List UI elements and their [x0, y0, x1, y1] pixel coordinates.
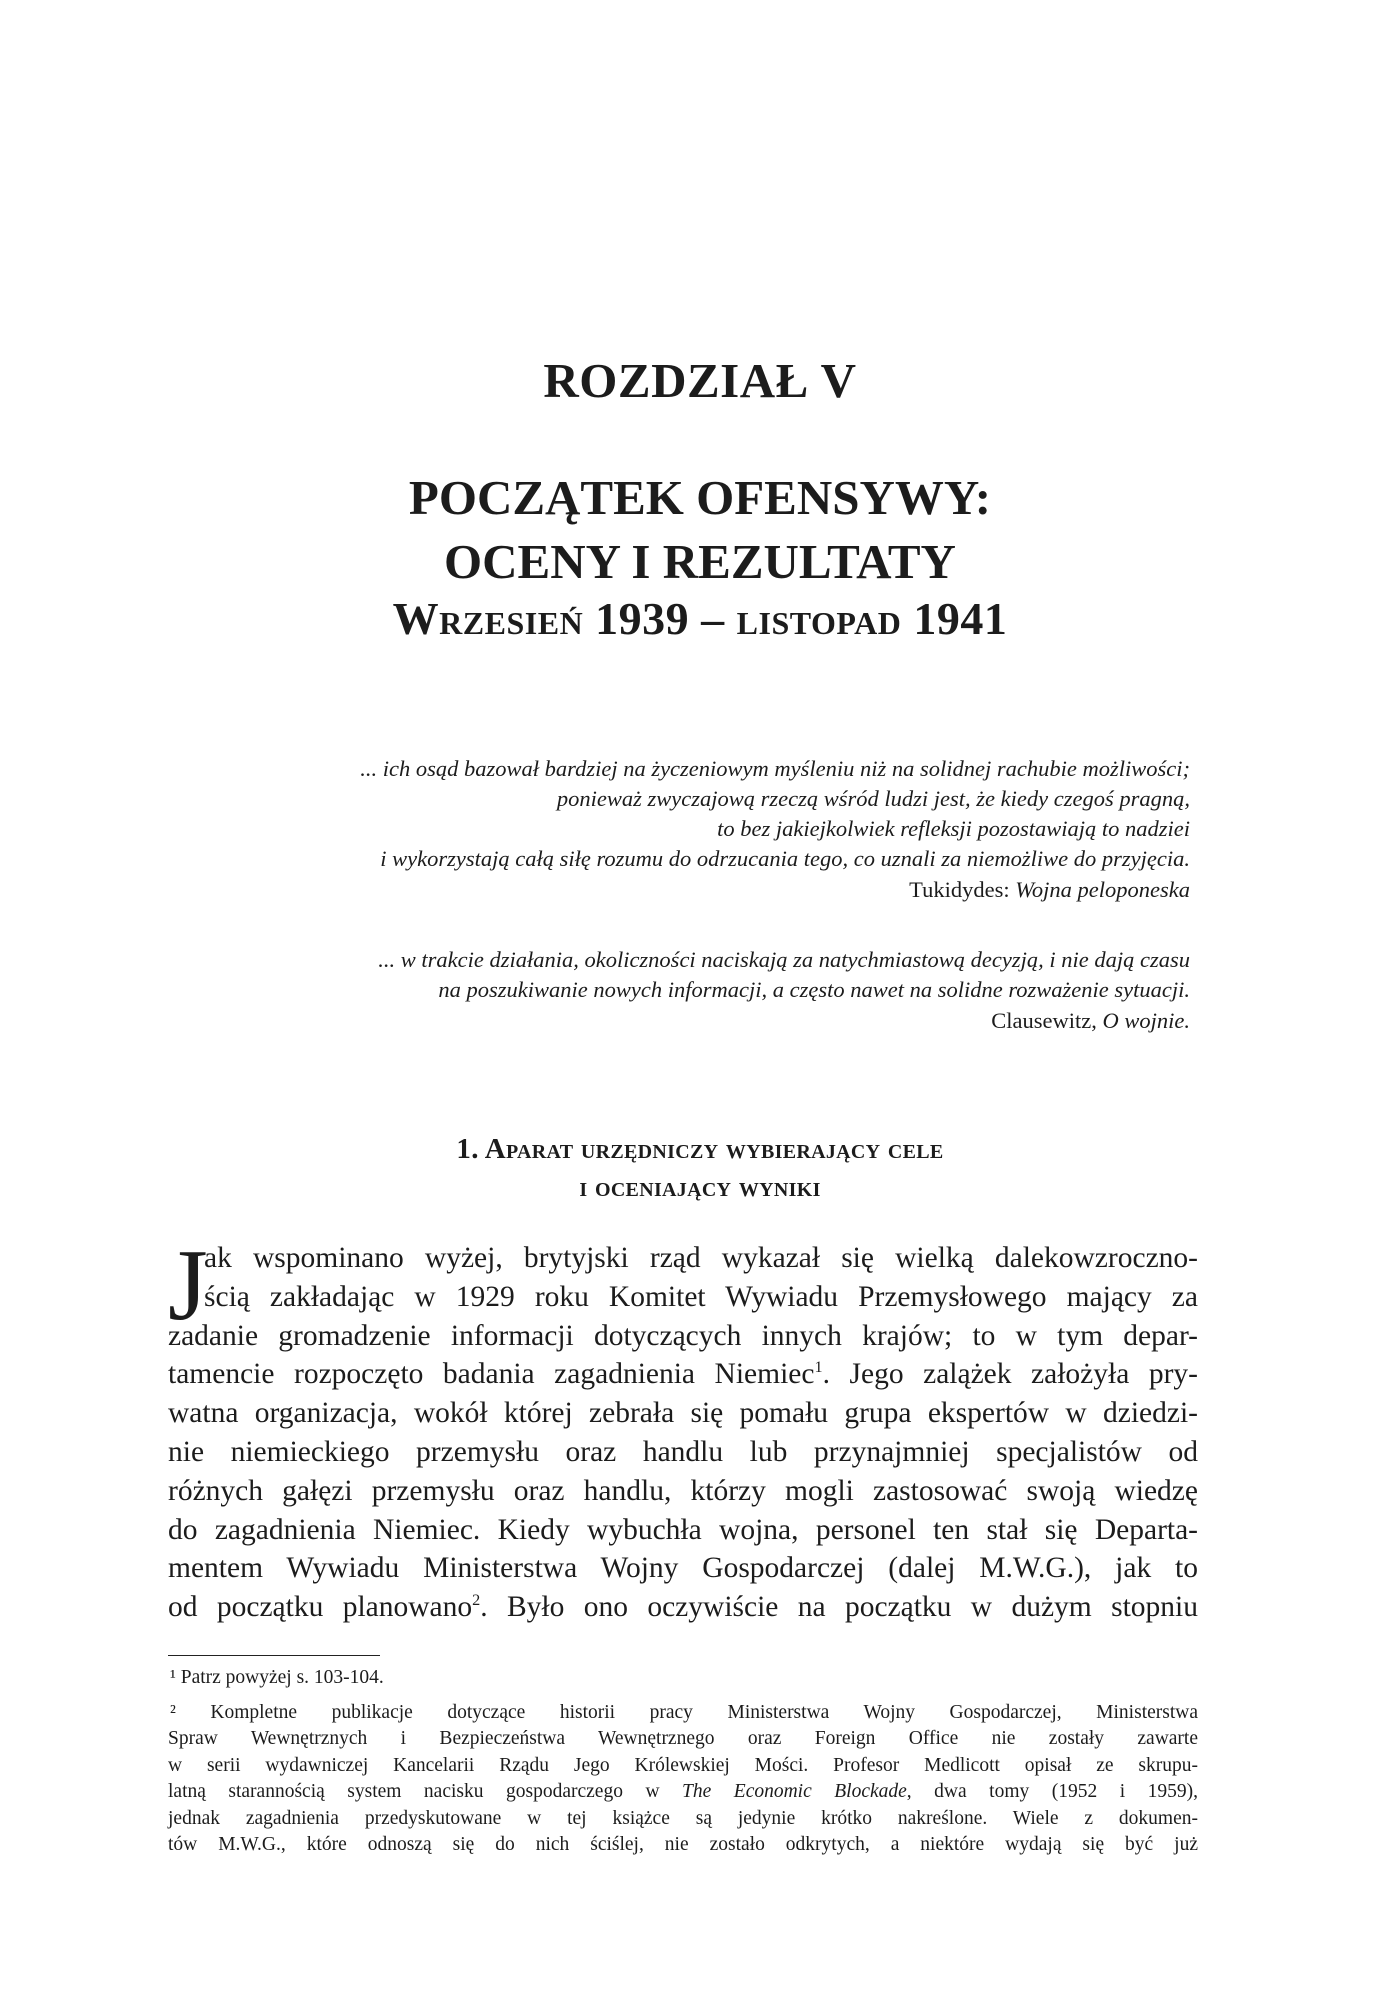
- footnotes: [168, 1665, 1198, 1859]
- footnote-2-line: ² Kompletne publikacje dotyczące historii pracy Ministerstwa Wojny Gospodarczej, Ministerstwa: [170, 1701, 1198, 1723]
- footnote-ref[interactable]: 2: [472, 1591, 481, 1610]
- body-line: zadanie gromadzenie informacji dotyczących innych krajów; to w tym depar-: [168, 1319, 1198, 1352]
- drop-cap: J: [168, 1229, 208, 1342]
- epigraph-thucydides: [190, 754, 1190, 905]
- epigraph-attribution: [190, 875, 1190, 905]
- epigraph-line: ... ich osąd bazował bardziej na życzeniowym myśleniu niż na solidnej rachubie możliwości;: [360, 756, 1190, 781]
- body-line: watna organizacja, wokół której zebrała się pomału grupa ekspertów w dziedzi-: [168, 1397, 1198, 1430]
- epigraph-work: Wojna peloponeska: [1015, 877, 1190, 902]
- footnote-2-line: tów M.W.G., które odnoszą się do nich ściślej, nie zostało odkrytych, a niektóre wydają się być już: [168, 1834, 1198, 1855]
- epigraph-line: ponieważ zwyczajową rzeczą wśród ludzi jest, że kiedy czegoś pragną,: [556, 786, 1190, 811]
- footnote-2-line: [168, 1779, 1198, 1806]
- section-heading-line: 1. Aparat urzędniczy wybierający cele: [456, 1133, 944, 1165]
- footnote-2-line: w serii wydawniczej Kancelarii Rządu Jego Królewskiej Mości. Profesor Medlicott opisał ze skrupu-: [168, 1754, 1198, 1776]
- epigraph-line: na poszukiwanie nowych informacji, a często nawet na solidne rozważenie sytuacji.: [438, 977, 1190, 1002]
- section-heading: [0, 1130, 1400, 1206]
- body-line-text: . Jego zalążek założyła pry-: [822, 1358, 1198, 1391]
- epigraph-work: O wojnie.: [1102, 1008, 1190, 1033]
- footnote-2-line: jednak zagadnienia przedyskutowane w tej książce są jedynie krótko nakreślone. Wiele z dokumen-: [168, 1807, 1198, 1829]
- footnote-divider: [168, 1655, 380, 1656]
- chapter-title-line: OCENY I REZULTATY: [444, 534, 956, 589]
- body-line: [168, 1588, 1198, 1627]
- footnote-ref[interactable]: 1: [814, 1358, 823, 1377]
- footnote-2-book-title: The Economic Blockade: [682, 1781, 907, 1802]
- body-line: różnych gałęzi przemysłu oraz handlu, którzy mogli zastosować swoją wiedzę: [168, 1474, 1198, 1507]
- epigraph-line: i wykorzystają całą siłę rozumu do odrzucania tego, co uznali za niemożliwe do przyjęcia.: [380, 846, 1190, 871]
- epigraph-line: ... w trakcie działania, okoliczności naciskają za natychmiastową decyzją, i nie dają czasu: [378, 947, 1190, 972]
- body-line: nie niemieckiego przemysłu oraz handlu lub przynajmniej specjalistów od: [168, 1435, 1198, 1468]
- epigraph-author: Tukidydes:: [909, 877, 1016, 902]
- epigraph-attribution: [190, 1006, 1190, 1036]
- footnote-2-text: , dwa tomy (1952 i 1959),: [906, 1781, 1199, 1802]
- chapter-label: ROZDZIAŁ V: [543, 353, 857, 408]
- body-line: ak wspominano wyżej, brytyjski rząd wykazał się wielką dalekowzroczno-: [204, 1242, 1198, 1274]
- epigraph-author: Clausewitz,: [991, 1008, 1103, 1033]
- body-line-text: tamencie rozpoczęto badania zagadnienia Niemiec: [168, 1358, 815, 1391]
- body-line: [168, 1355, 1198, 1394]
- body-line-text: od początku planowano: [168, 1591, 473, 1624]
- section-heading-line: i oceniający wyniki: [579, 1171, 821, 1203]
- epigraph-line: to bez jakiejkolwiek refleksji pozostawiają to nadziei: [717, 816, 1190, 841]
- body-line-text: . Było ono oczywiście na początku w dużym stopniu: [480, 1591, 1198, 1624]
- epigraph-clausewitz: [190, 945, 1190, 1036]
- body-line: mentem Wywiadu Ministerstwa Wojny Gospodarczej (dalej M.W.G.), jak to: [168, 1552, 1198, 1585]
- footnote-1: ¹ Patrz powyżej s. 103-104.: [170, 1667, 384, 1688]
- chapter-subtitle: Wrzesień 1939 – listopad 1941: [392, 593, 1008, 644]
- body-line: ścią zakładając w 1929 roku Komitet Wywiadu Przemysłowego mający za: [204, 1280, 1198, 1313]
- body-paragraph: [168, 1239, 1198, 1627]
- chapter-title-line: POCZĄTEK OFENSYWY:: [408, 470, 992, 525]
- body-line: do zagadnienia Niemiec. Kiedy wybuchła wojna, personel ten stał się Departa-: [168, 1513, 1198, 1546]
- chapter-title: [0, 466, 1400, 594]
- footnote-2-line: Spraw Wewnętrznych i Bezpieczeństwa Wewnętrznego oraz Foreign Office nie zostały zawarte: [168, 1728, 1198, 1749]
- footnote-2-text: latną starannością system nacisku gospodarczego w: [168, 1781, 683, 1802]
